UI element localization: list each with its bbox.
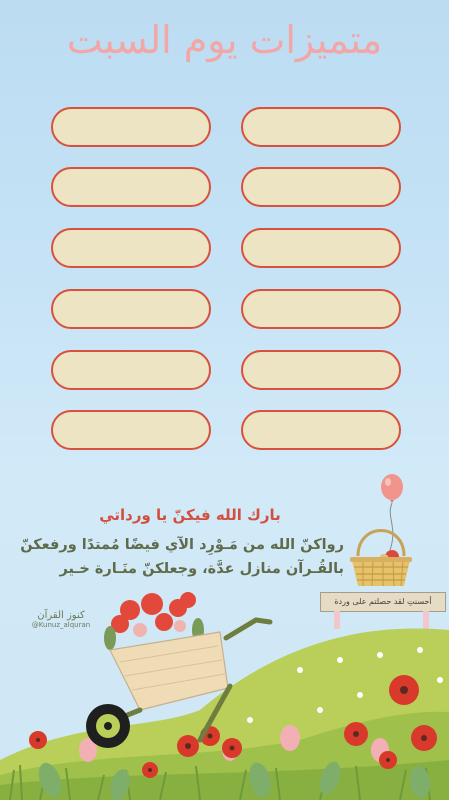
name-slot-left-5[interactable]	[51, 350, 211, 390]
prayer-line-1: رواكنّ الله من مَـوْرِد الآي فيضًا مُمتدًا ورفعكنّ	[20, 537, 344, 553]
name-slot-right-4[interactable]	[241, 289, 401, 329]
name-slot-right-3[interactable]	[241, 228, 401, 268]
name-slot-right-6[interactable]	[241, 410, 401, 450]
name-slot-right-1[interactable]	[241, 107, 401, 147]
page-title: متميزات يوم السبت	[66, 18, 383, 62]
prayer-line-2: بالقُـرآن منازل عدَّة، وجعلكنّ منَـارة خـير	[59, 561, 344, 577]
wheelbarrow-icon	[80, 590, 280, 760]
name-slot-right-5[interactable]	[241, 350, 401, 390]
name-slot-left-6[interactable]	[51, 410, 211, 450]
name-slot-left-2[interactable]	[51, 167, 211, 207]
achievement-sign: أحسنتِ لقد حصلتم على وردة	[320, 592, 446, 612]
name-slot-left-3[interactable]	[51, 228, 211, 268]
prayer-text	[2, 533, 344, 581]
brand-name: كنوز القرآن	[37, 610, 85, 621]
name-slot-right-2[interactable]	[241, 167, 401, 207]
brand-handle: @Kunuz_alquran	[31, 621, 91, 629]
name-slot-left-1[interactable]	[51, 107, 211, 147]
flower-basket-icon	[348, 512, 414, 592]
name-slot-left-4[interactable]	[51, 289, 211, 329]
blessing-text: بارك الله فيكنّ يا ورداتي	[99, 506, 281, 524]
